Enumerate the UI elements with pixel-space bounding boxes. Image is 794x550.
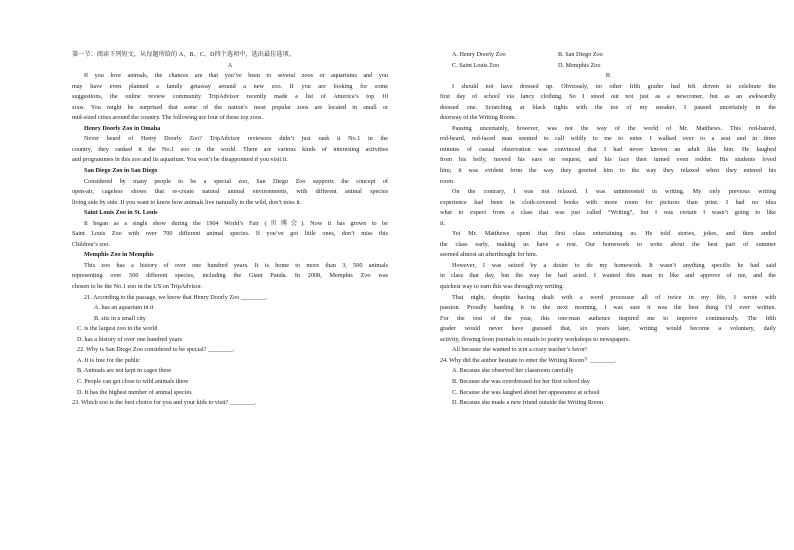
text-line: 第一节：阅读下列短文，从每题所给的 A、B、C、D四个选项中，选出最佳选项。	[72, 51, 295, 58]
text-line: chosen to be the No.1 zoo in the US on TripAdvisor.	[72, 283, 202, 291]
text-line: A	[227, 61, 233, 69]
q23-option-d: D. Memphis Zoo	[558, 61, 601, 69]
text-line: zoos. You might be surprised that some of the nation’s most popular zoos are located in small or	[72, 103, 388, 111]
text-line: Yet Mr. Matthews spent that first class entertaining us. He told stories, jokes, and then ended	[452, 230, 776, 238]
text-line: 22. Why is San Diego Zoo considered to be special? ________.	[77, 346, 235, 354]
text-line: first day of school via fancy clothing. So I stood out not just as a newcomer, but as an awkwardly	[440, 93, 776, 101]
text-line: All because she wanted to win a crazy teacher’s favor!	[452, 346, 588, 354]
text-line: A. Because she observed her classroom carefully	[452, 367, 574, 375]
q23-option-a: A. Henry Doorly Zoo	[452, 51, 506, 58]
text-line: I should not have dressed up. Obviously, no other fifth grader had felt driven to celebrate the	[452, 82, 776, 90]
text-line: room.	[440, 177, 455, 185]
text-line: B. sits in a small city	[94, 314, 146, 322]
text-line: him; it was evident from the way they greeted him to the way they relaxed when they entered his	[440, 167, 776, 175]
text-line: open-air, cageless shows that re-create natural animal environments, with different animal species	[72, 188, 388, 196]
text-line: red-beard, red-faced man seemed to call wildly to me to enter. I walked over to a seat and in three	[440, 135, 776, 143]
text-line: Memphis Zoo in Memphis	[84, 251, 154, 259]
text-line: C. People can get close to wild animals there	[77, 377, 189, 385]
text-line: experience had been in cloth-covered books with more room for pictures than print. I had no idea	[440, 198, 776, 206]
text-line: may have even planned a family getaway around a new zoo. If you are looking for some	[72, 82, 388, 90]
text-line: Henry Doorly Zoo in Omaha	[84, 124, 161, 132]
text-line: quickest way to earn this was through my writing.	[440, 283, 564, 291]
text-line: suggestions, the online review community TripAdvisor recently made a list of America’s top 10	[72, 93, 388, 101]
text-line: San Diego Zoo in San Diego	[84, 167, 158, 175]
text-line: seemed almost an afterthought for him.	[440, 251, 538, 259]
text-line: representing over 500 different species, including the Giant Panda. In 2008, Memphis Zoo was	[72, 272, 388, 280]
text-line: 21. According to the passage, we know that Henry Doorly Zoo ________.	[84, 293, 268, 301]
text-line: B. Because she was overdressed for her first school day	[452, 377, 590, 385]
text-line: B. Animals are not kept in cages there	[77, 367, 172, 375]
text-line: from his belly, moved his ears on request, and his face then turned even redder. His students loved	[440, 156, 776, 164]
text-line: However, I was seized by a desire to do my homework. It wasn’t anything specific he had said	[452, 261, 776, 269]
text-line: country, they ranked it the No.1 zoo in the world. There are various kinds of interesting activities	[72, 145, 388, 153]
text-line: On the contrary, I was not relaxed. I was uninterested in writing. My only previous writing	[452, 188, 776, 196]
text-line: Children’s zoo.	[72, 240, 110, 248]
right-column	[440, 50, 776, 409]
text-line: 23. Which zoo is the best choice for you and your kids to visit? ________.	[72, 399, 257, 407]
text-line: activity, flowing from journals to emails to poetry workshops to newspapers.	[440, 335, 631, 343]
text-line: This zoo has a history of over one hundred years. It is home to more than 3, 500 animals	[84, 261, 388, 269]
text-line: dressed one. Scratching at black tights with the toe of my sneaker, I paused uncertainly in the	[440, 103, 776, 111]
text-line: what to expect from a class that was just called “Writing”, but I was certain I wasn’t going to like	[440, 209, 776, 217]
text-line: D. Because she made a new friend outside the Writing Room	[452, 399, 604, 407]
text-line: A. It is free for the public	[77, 356, 141, 364]
text-line: It began as a single show during the 1904 World’s Fair (世博会). Now it has grown to be	[84, 219, 388, 227]
q23-options-row-1	[440, 50, 776, 61]
q23-option-b: B. San Diego Zoo	[558, 51, 603, 58]
text-line: Considered by many people to be a special zoo, San Diego Zoo supports the concept of	[84, 177, 388, 185]
text-line: Saint Louis Zoo in St. Louis	[84, 209, 158, 217]
text-line: mid-sized cities around the country. The following are four of these top zoos.	[72, 114, 263, 122]
text-line: Never heard of Henry Doorly Zoo? TripAdvisor reviewers didn’t just rank it No.1 in the	[84, 135, 388, 143]
text-line: minutes of casual observation was convinced that I had never known an adult like him. He laughed	[440, 145, 776, 153]
text-line: That night, despite having dealt with a word processor all of twice in my life, I wrote with	[452, 293, 776, 301]
text-line: D. has a history of over one hundred years	[77, 335, 182, 343]
text-line: passion. Proudly handing it in the next morning, I was sure it was the best thing I’d ever written.	[440, 304, 776, 312]
text-line: For the rest of the year, this one-man audience inspired me to improve continuously. The fifth	[440, 314, 776, 322]
text-line: in class that day, but the way he had acted. I wanted this man to like and approve of me, and the	[440, 272, 776, 280]
q23-option-c: C. Saint Louis Zoo	[452, 61, 500, 69]
text-line: D. It has the highest number of animal species	[77, 388, 192, 396]
left-column	[72, 50, 388, 409]
text-line: C. Because she was laughed about her appearance at school	[452, 388, 600, 396]
text-line: If you love animals, the chances are that you’ve been to several zoos or aquariums and you	[84, 72, 388, 80]
text-line: grader would never have guessed that, six years later, writing would become a voluntary, daily	[440, 325, 776, 333]
text-line: Saint Louis Zoo with over 700 different animal species. If you’ve got little ones, don’t miss this	[72, 230, 388, 238]
text-line: A. has an aquarium in it	[94, 304, 154, 312]
text-line: Pausing uncertainly, however, was not the way of the world of Mr. Matthews. This red-haired,	[452, 124, 776, 132]
text-line: doorway of the Writing Room.	[440, 114, 517, 122]
text-line: the class early, making us have a rest. Our homework to write about the best part of summer	[440, 240, 776, 248]
q23-options-row-2	[440, 61, 776, 72]
text-line: B	[605, 72, 611, 80]
text-line: living side by side. If you want to know how animals live naturally in the wild, don’t miss it.	[72, 198, 302, 206]
text-line: it.	[440, 219, 445, 227]
text-line: and programmes in this zoo and its aquarium. You won’t be disappointed if you visit it.	[72, 156, 288, 164]
text-line: C. is the largest zoo in the world	[77, 325, 158, 333]
text-line: 24. Why did the author hesitate to enter the Writing Room？________.	[440, 356, 617, 364]
